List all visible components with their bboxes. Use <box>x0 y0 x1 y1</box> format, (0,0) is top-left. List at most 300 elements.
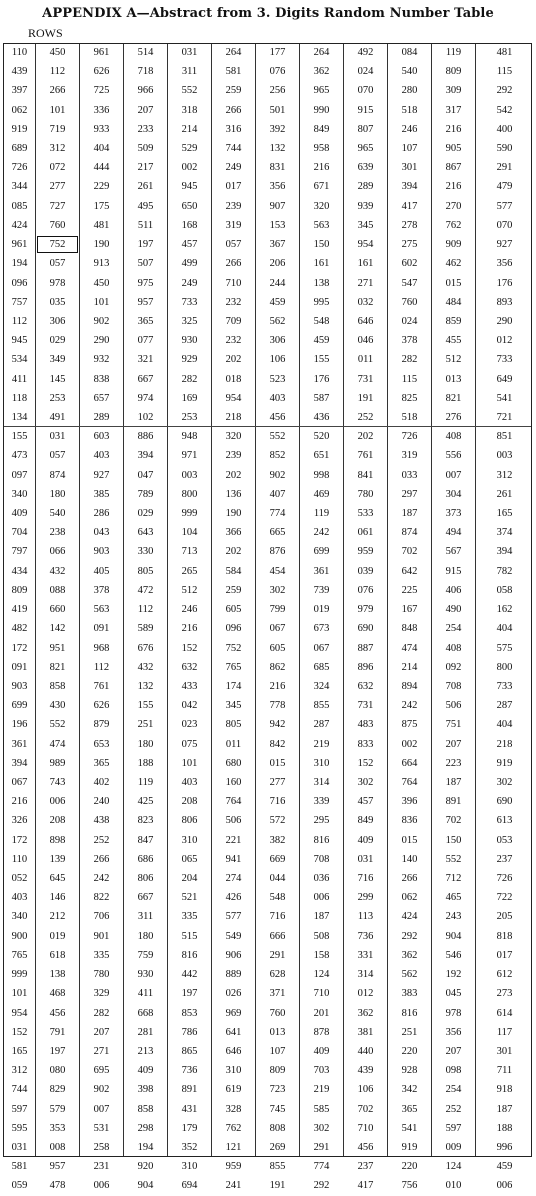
table-column <box>343 44 387 1192</box>
table-cell: 434 <box>11 565 28 577</box>
table-cell: 003 <box>181 469 198 481</box>
table-cell: 733 <box>496 354 513 366</box>
table-cell: 398 <box>137 1084 154 1096</box>
table-cell: 726 <box>496 873 513 885</box>
table-cell: 874 <box>401 527 418 539</box>
table-cell: 340 <box>11 911 28 923</box>
table-cell: 614 <box>496 1007 513 1019</box>
table-cell: 590 <box>496 143 513 155</box>
table-cell: 072 <box>49 162 66 174</box>
table-cell: 744 <box>225 143 242 155</box>
table-cell: 219 <box>313 738 330 750</box>
table-cell: 702 <box>401 546 418 558</box>
table-cell: 454 <box>269 565 286 577</box>
table-cell: 702 <box>445 815 462 827</box>
table-cell: 966 <box>137 85 154 97</box>
table-cell: 506 <box>445 700 462 712</box>
table-cell: 031 <box>357 853 374 865</box>
table-cell: 581 <box>11 1161 28 1173</box>
table-cell: 431 <box>181 1103 198 1115</box>
table-cell: 188 <box>137 757 154 769</box>
table-cell: 506 <box>225 815 242 827</box>
table-cell: 261 <box>496 488 513 500</box>
table-cell: 155 <box>11 431 28 443</box>
table-cell: 743 <box>49 776 66 788</box>
table-cell: 242 <box>401 700 418 712</box>
table-cell: 316 <box>225 123 242 135</box>
table-cell: 903 <box>93 546 110 558</box>
table-cell: 838 <box>93 373 110 385</box>
table-cell: 077 <box>137 335 154 347</box>
table-cell: 639 <box>357 162 374 174</box>
table-cell: 259 <box>225 584 242 596</box>
table-cell: 722 <box>496 892 513 904</box>
table-cell: 251 <box>401 1026 418 1038</box>
table-cell: 096 <box>225 623 242 635</box>
table-cell: 194 <box>11 258 28 270</box>
table-cell: 907 <box>269 200 286 212</box>
table-cell: 392 <box>269 123 286 135</box>
table-cell: 282 <box>181 373 198 385</box>
table-cell: 191 <box>357 392 374 404</box>
table-cell: 403 <box>11 892 28 904</box>
table-cell: 261 <box>137 181 154 193</box>
random-number-table <box>3 43 532 1192</box>
table-cell: 549 <box>225 930 242 942</box>
table-cell: 695 <box>93 1065 110 1077</box>
table-cell: 319 <box>401 450 418 462</box>
table-cell: 266 <box>401 873 418 885</box>
table-cell: 246 <box>181 604 198 616</box>
table-cell: 019 <box>313 604 330 616</box>
table-cell: 939 <box>357 200 374 212</box>
table-cell: 867 <box>445 162 462 174</box>
table-cell: 404 <box>496 623 513 635</box>
table-cell: 266 <box>49 85 66 97</box>
table-cell: 142 <box>49 623 66 635</box>
table-cell: 959 <box>357 546 374 558</box>
table-cell: 092 <box>445 661 462 673</box>
table-cell: 727 <box>49 200 66 212</box>
table-cell: 540 <box>49 508 66 520</box>
table-cell: 218 <box>225 411 242 423</box>
table-cell: 904 <box>137 1180 154 1192</box>
table-cell: 345 <box>225 700 242 712</box>
table-cell: 579 <box>49 1103 66 1115</box>
table-cell: 180 <box>137 930 154 942</box>
table-cell: 666 <box>269 930 286 942</box>
table-cell: 259 <box>225 85 242 97</box>
table-cell: 439 <box>357 1065 374 1077</box>
table-column <box>255 44 299 1192</box>
table-cell: 668 <box>137 1007 154 1019</box>
table-cell: 965 <box>313 85 330 97</box>
table-cell: 310 <box>181 834 198 846</box>
table-cell: 556 <box>445 450 462 462</box>
table-cell: 242 <box>93 873 110 885</box>
table-cell: 328 <box>225 1103 242 1115</box>
table-cell: 102 <box>137 411 154 423</box>
table-cell: 286 <box>93 508 110 520</box>
table-cell: 007 <box>445 469 462 481</box>
table-column <box>167 44 211 1192</box>
table-cell: 469 <box>313 488 330 500</box>
table-cell: 462 <box>445 258 462 270</box>
table-cell: 112 <box>49 66 66 78</box>
table-cell: 468 <box>49 988 66 1000</box>
table-cell: 761 <box>357 450 374 462</box>
table-cell: 287 <box>313 719 330 731</box>
table-cell: 404 <box>496 719 513 731</box>
table-cell: 258 <box>93 1141 110 1153</box>
table-cell: 481 <box>93 219 110 231</box>
table-cell: 216 <box>313 162 330 174</box>
table-cell: 444 <box>93 162 110 174</box>
table-cell: 841 <box>357 469 374 481</box>
table-cell: 904 <box>445 930 462 942</box>
table-cell: 597 <box>11 1103 28 1115</box>
table-cell: 632 <box>357 680 374 692</box>
table-cell: 132 <box>137 680 154 692</box>
table-cell: 216 <box>445 181 462 193</box>
table-cell: 690 <box>357 623 374 635</box>
table-cell: 918 <box>496 1084 513 1096</box>
table-cell: 204 <box>181 873 198 885</box>
table-cell: 035 <box>49 296 66 308</box>
table-cell: 760 <box>269 1007 286 1019</box>
table-cell: 202 <box>225 354 242 366</box>
table-cell: 791 <box>49 1026 66 1038</box>
table-cell: 716 <box>269 911 286 923</box>
table-cell: 175 <box>93 200 110 212</box>
table-cell: 465 <box>445 892 462 904</box>
table-cell: 731 <box>357 373 374 385</box>
table-cell: 330 <box>137 546 154 558</box>
table-cell: 646 <box>225 1045 242 1057</box>
table-cell: 406 <box>445 584 462 596</box>
table-cell: 115 <box>401 373 418 385</box>
table-cell: 176 <box>496 277 513 289</box>
table-cell: 207 <box>445 1045 462 1057</box>
table-cell: 057 <box>49 450 66 462</box>
table-cell: 833 <box>357 738 374 750</box>
table-cell: 563 <box>93 604 110 616</box>
table-cell: 312 <box>49 143 66 155</box>
table-cell: 291 <box>496 162 513 174</box>
table-cell: 031 <box>11 1141 28 1153</box>
table-cell: 018 <box>225 373 242 385</box>
table-cell: 474 <box>401 642 418 654</box>
table-cell: 651 <box>313 450 330 462</box>
table-cell: 694 <box>181 1180 198 1192</box>
table-cell: 957 <box>49 1161 66 1173</box>
table-cell: 990 <box>313 104 330 116</box>
table-cell: 107 <box>401 143 418 155</box>
table-cell: 898 <box>49 834 66 846</box>
table-cell: 736 <box>357 930 374 942</box>
table-cell: 552 <box>269 431 286 443</box>
table-cell: 920 <box>137 1161 154 1173</box>
table-cell: 320 <box>313 200 330 212</box>
table-cell: 304 <box>445 488 462 500</box>
table-cell: 716 <box>269 796 286 808</box>
table-cell: 119 <box>445 47 462 58</box>
table-cell: 618 <box>49 949 66 961</box>
table-cell: 007 <box>93 1103 110 1115</box>
table-cell: 312 <box>11 1065 28 1077</box>
table-cell: 628 <box>269 969 286 981</box>
table-cell: 101 <box>93 296 110 308</box>
table-cell: 521 <box>181 892 198 904</box>
table-cell: 216 <box>181 623 198 635</box>
table-cell: 978 <box>49 277 66 289</box>
table-cell: 806 <box>181 815 198 827</box>
table-cell: 649 <box>496 373 513 385</box>
table-cell: 425 <box>137 796 154 808</box>
table-cell: 878 <box>313 1026 330 1038</box>
table-cell: 929 <box>181 354 198 366</box>
table-cell: 269 <box>269 1141 286 1153</box>
table-cell: 024 <box>401 315 418 327</box>
table-cell: 214 <box>181 123 198 135</box>
table-cell: 241 <box>225 1180 242 1192</box>
table-cell: 277 <box>49 181 66 193</box>
table-cell: 220 <box>401 1045 418 1057</box>
table-column <box>211 44 255 1192</box>
table-cell: 816 <box>401 1007 418 1019</box>
table-cell: 297 <box>401 488 418 500</box>
table-cell: 512 <box>181 584 198 596</box>
table-cell: 902 <box>93 1084 110 1096</box>
table-cell: 029 <box>49 335 66 347</box>
table-cell: 289 <box>93 411 110 423</box>
table-cell: 440 <box>357 1045 374 1057</box>
table-cell: 974 <box>137 392 154 404</box>
table-cell: 251 <box>137 719 154 731</box>
table-cell: 685 <box>313 661 330 673</box>
table-cell: 459 <box>269 296 286 308</box>
table-cell: 152 <box>181 642 198 654</box>
table-cell: 889 <box>225 969 242 981</box>
table-cell: 403 <box>269 392 286 404</box>
table-cell: 138 <box>49 969 66 981</box>
table-cell: 396 <box>401 796 418 808</box>
table-cell: 015 <box>401 834 418 846</box>
table-cell: 394 <box>11 757 28 769</box>
table-cell: 562 <box>269 315 286 327</box>
table-cell: 174 <box>225 680 242 692</box>
table-cell: 699 <box>313 546 330 558</box>
table-cell: 158 <box>313 949 330 961</box>
table-cell: 271 <box>357 277 374 289</box>
table-cell: 216 <box>11 796 28 808</box>
table-cell: 124 <box>313 969 330 981</box>
table-cell: 411 <box>11 373 28 385</box>
table-cell: 508 <box>313 930 330 942</box>
table-cell: 287 <box>496 700 513 712</box>
table-cell: 023 <box>181 719 198 731</box>
table-cell: 632 <box>181 661 198 673</box>
table-cell: 849 <box>313 123 330 135</box>
table-column <box>431 44 475 1192</box>
table-cell: 809 <box>445 66 462 78</box>
table-cell: 216 <box>445 123 462 135</box>
table-cell: 825 <box>401 392 418 404</box>
table-cell: 942 <box>269 719 286 731</box>
table-cell: 900 <box>11 930 28 942</box>
table-cell: 459 <box>496 1161 513 1173</box>
table-cell: 419 <box>11 604 28 616</box>
table-cell: 101 <box>181 757 198 769</box>
table-cell: 581 <box>225 66 242 78</box>
table-column <box>123 44 167 1192</box>
table-cell: 891 <box>445 796 462 808</box>
table-cell: 533 <box>357 508 374 520</box>
table-cell: 219 <box>313 1084 330 1096</box>
table-cell: 220 <box>401 1161 418 1173</box>
table-cell: 602 <box>401 258 418 270</box>
table-cell: 450 <box>49 47 66 58</box>
table-cell: 455 <box>445 335 462 347</box>
table-cell: 996 <box>496 1141 513 1153</box>
table-cell: 891 <box>181 1084 198 1096</box>
table-cell: 180 <box>49 488 66 500</box>
table-cell: 146 <box>49 892 66 904</box>
table-cell: 036 <box>313 873 330 885</box>
table-cell: 848 <box>401 623 418 635</box>
table-cell: 076 <box>357 584 374 596</box>
table-cell: 456 <box>269 411 286 423</box>
table-cell: 207 <box>93 1026 110 1038</box>
table-cell: 979 <box>357 604 374 616</box>
table-cell: 168 <box>181 219 198 231</box>
table-cell: 718 <box>137 66 154 78</box>
table-cell: 302 <box>496 776 513 788</box>
table-cell: 903 <box>11 680 28 692</box>
table-cell: 439 <box>11 66 28 78</box>
table-cell: 057 <box>225 239 242 251</box>
table-cell: 626 <box>93 66 110 78</box>
table-cell: 266 <box>93 853 110 865</box>
table-cell: 311 <box>181 66 198 78</box>
table-cell: 329 <box>93 988 110 1000</box>
table-cell: 657 <box>93 392 110 404</box>
table-cell: 187 <box>445 776 462 788</box>
table-cell: 365 <box>401 1103 418 1115</box>
table-cell: 495 <box>137 200 154 212</box>
table-cell: 809 <box>11 584 28 596</box>
table-cell: 800 <box>496 661 513 673</box>
table-cell: 374 <box>496 527 513 539</box>
table-cell: 271 <box>93 1045 110 1057</box>
table-cell: 011 <box>357 354 374 366</box>
table-cell: 264 <box>313 47 330 58</box>
table-cell: 177 <box>269 47 286 58</box>
table-cell: 047 <box>137 469 154 481</box>
table-cell: 201 <box>313 1007 330 1019</box>
table-cell: 650 <box>181 200 198 212</box>
table-cell: 874 <box>49 469 66 481</box>
table-cell: 482 <box>11 623 28 635</box>
table-cell: 070 <box>357 85 374 97</box>
table-cell: 192 <box>445 969 462 981</box>
table-cell: 062 <box>401 892 418 904</box>
table-cell: 253 <box>181 411 198 423</box>
table-cell: 352 <box>181 1141 198 1153</box>
table-cell: 006 <box>313 892 330 904</box>
table-cell: 112 <box>11 315 28 327</box>
table-cell: 968 <box>93 642 110 654</box>
table-cell: 317 <box>445 104 462 116</box>
table-cell: 104 <box>181 527 198 539</box>
table-cell: 902 <box>269 469 286 481</box>
table-cell: 292 <box>401 930 418 942</box>
table-cell: 009 <box>445 1141 462 1153</box>
table-cell: 745 <box>269 1103 286 1115</box>
table-cell: 534 <box>11 354 28 366</box>
table-cell: 474 <box>49 738 66 750</box>
table-cell: 176 <box>313 373 330 385</box>
table-cell: 774 <box>313 1161 330 1173</box>
table-cell: 799 <box>269 604 286 616</box>
table-cell: 013 <box>269 1026 286 1038</box>
table-cell: 710 <box>357 1122 374 1134</box>
table-cell: 254 <box>445 623 462 635</box>
table-cell: 098 <box>445 1065 462 1077</box>
table-cell: 876 <box>269 546 286 558</box>
table-cell: 282 <box>93 1007 110 1019</box>
table-cell: 733 <box>181 296 198 308</box>
table-cell: 664 <box>401 757 418 769</box>
table-cell: 676 <box>137 642 154 654</box>
table-cell: 274 <box>225 873 242 885</box>
table-cell: 101 <box>11 988 28 1000</box>
table-cell: 919 <box>401 1141 418 1153</box>
table-cell: 264 <box>225 47 242 58</box>
table-cell: 169 <box>181 392 198 404</box>
group-divider <box>4 426 531 427</box>
table-cell: 238 <box>49 527 66 539</box>
table-cell: 905 <box>445 143 462 155</box>
table-cell: 409 <box>357 834 374 846</box>
table-cell: 818 <box>496 930 513 942</box>
table-cell: 507 <box>137 258 154 270</box>
table-cell: 409 <box>313 1045 330 1057</box>
table-cell: 605 <box>225 604 242 616</box>
table-cell: 008 <box>49 1141 66 1153</box>
table-cell: 107 <box>269 1045 286 1057</box>
table-cell: 760 <box>401 296 418 308</box>
table-cell: 954 <box>225 392 242 404</box>
table-cell: 249 <box>225 162 242 174</box>
table-cell: 765 <box>225 661 242 673</box>
table-cell: 325 <box>181 315 198 327</box>
table-cell: 930 <box>181 335 198 347</box>
table-cell: 407 <box>269 488 286 500</box>
table-cell: 003 <box>496 450 513 462</box>
table-cell: 310 <box>313 757 330 769</box>
table-cell: 442 <box>181 969 198 981</box>
table-cell: 541 <box>496 392 513 404</box>
table-cell: 394 <box>137 450 154 462</box>
table-cell: 335 <box>181 911 198 923</box>
table-cell: 989 <box>49 757 66 769</box>
table-cell: 239 <box>225 200 242 212</box>
table-cell: 365 <box>93 757 110 769</box>
table-cell: 213 <box>137 1045 154 1057</box>
table-cell: 408 <box>445 642 462 654</box>
table-cell: 484 <box>445 296 462 308</box>
